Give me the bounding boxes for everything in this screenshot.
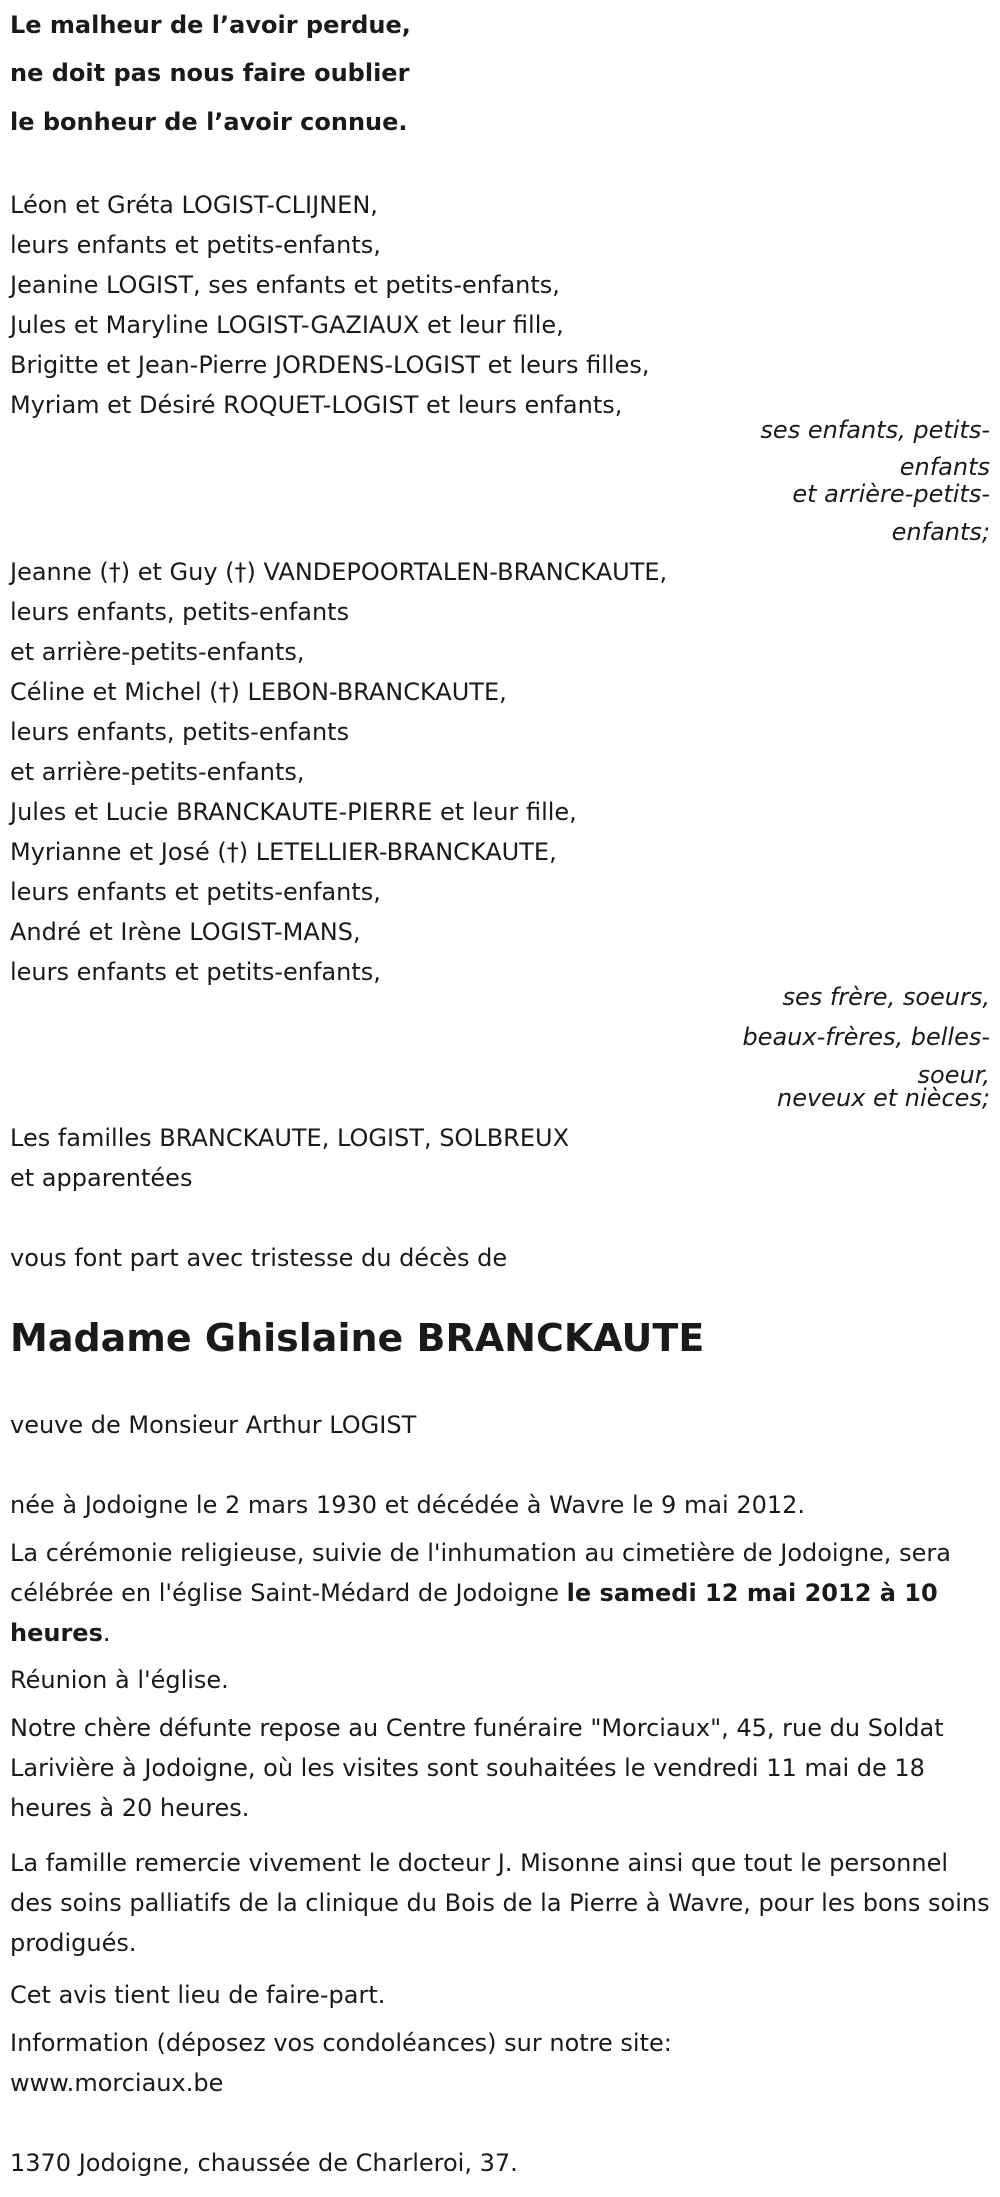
siblings-line: et arrière-petits-enfants, (10, 758, 305, 786)
children-line: Léon et Gréta LOGIST-CLIJNEN, (10, 191, 378, 219)
families-line: Les familles BRANCKAUTE, LOGIST, SOLBREUX (10, 1124, 570, 1152)
ceremony-end: . (102, 1619, 111, 1647)
quote-line-1: Le malheur de l’avoir perdue, (10, 11, 411, 39)
children-line: Brigitte et Jean-Pierre JORDENS-LOGIST et leurs filles, (10, 351, 650, 379)
children-role-line: ses enfants, petits- (760, 416, 990, 444)
children-role-line: enfants (899, 453, 990, 481)
thanks-paragraph: La famille remercie vivement le docteur J. Misonne ainsi que tout le personnel des soins palliatifs de la clinique du Bois de la Pierre à Wavre, pour les bons soins prodigués. (10, 1849, 990, 1957)
siblings-role-line: ses frère, soeurs, (782, 983, 990, 1011)
notice-text: Cet avis tient lieu de faire-part. (10, 1981, 386, 2009)
siblings-line: Céline et Michel (†) LEBON-BRANCKAUTE, (10, 678, 507, 706)
siblings-line: Myrianne et José (†) LETELLIER-BRANCKAUTE, (10, 838, 557, 866)
families-line: et apparentées (10, 1164, 193, 1192)
birth-death-text: née à Jodoigne le 2 mars 1930 et décédée à Wavre le 9 mai 2012. (10, 1491, 806, 1519)
siblings-role-line: soeur, (917, 1061, 990, 1089)
siblings-line: leurs enfants, petits-enfants (10, 598, 350, 626)
siblings-line: leurs enfants et petits-enfants, (10, 878, 381, 906)
ceremony-paragraph (10, 1533, 995, 1653)
siblings-line: André et Irène LOGIST-MANS, (10, 918, 361, 946)
rest-place-paragraph: Notre chère défunte repose au Centre funéraire "Morciaux", 45, rue du Soldat Larivière à Jodoigne, où les visites sont souhaitées le vendredi 11 mai de 18 heures à 20 heures. (10, 1714, 944, 1822)
announcement-text: vous font part avec tristesse du décès de (10, 1244, 508, 1272)
siblings-line: leurs enfants, petits-enfants (10, 718, 350, 746)
children-role-line: enfants; (891, 518, 990, 546)
ceremony-datetime: le samedi 12 mai 2012 à 10 heures (10, 1579, 938, 1647)
siblings-line: Jeanne (†) et Guy (†) VANDEPOORTALEN-BRANCKAUTE, (10, 558, 668, 586)
info-line: Information (déposez vos condoléances) sur notre site: (10, 2029, 672, 2057)
widow-of-text: veuve de Monsieur Arthur LOGIST (10, 1411, 417, 1439)
deceased-name: Madame Ghislaine BRANCKAUTE (10, 1316, 705, 1360)
siblings-line: leurs enfants et petits-enfants, (10, 958, 381, 986)
reunion-text: Réunion à l'église. (10, 1666, 229, 1694)
children-role-line: et arrière-petits- (792, 480, 990, 508)
siblings-line: Jules et Lucie BRANCKAUTE-PIERRE et leur fille, (10, 798, 577, 826)
ceremony-text: La cérémonie religieuse, suivie de l'inhumation au cimetière de Jodoigne, sera célébrée en l'église Saint-Médard de Jodoigne (10, 1539, 951, 1607)
siblings-role-line: neveux et nièces; (777, 1084, 990, 1112)
children-line: Jules et Maryline LOGIST-GAZIAUX et leur fille, (10, 311, 564, 339)
address-text: 1370 Jodoigne, chaussée de Charleroi, 37. (10, 2149, 518, 2177)
siblings-role-line: beaux-frères, belles- (742, 1023, 990, 1051)
children-line: Jeanine LOGIST, ses enfants et petits-enfants, (10, 271, 560, 299)
children-line: leurs enfants et petits-enfants, (10, 231, 381, 259)
siblings-line: et arrière-petits-enfants, (10, 638, 305, 666)
website-link[interactable]: www.morciaux.be (10, 2069, 224, 2097)
quote-line-3: le bonheur de l’avoir connue. (10, 108, 408, 136)
quote-line-2: ne doit pas nous faire oublier (10, 59, 410, 87)
children-line: Myriam et Désiré ROQUET-LOGIST et leurs enfants, (10, 391, 623, 419)
